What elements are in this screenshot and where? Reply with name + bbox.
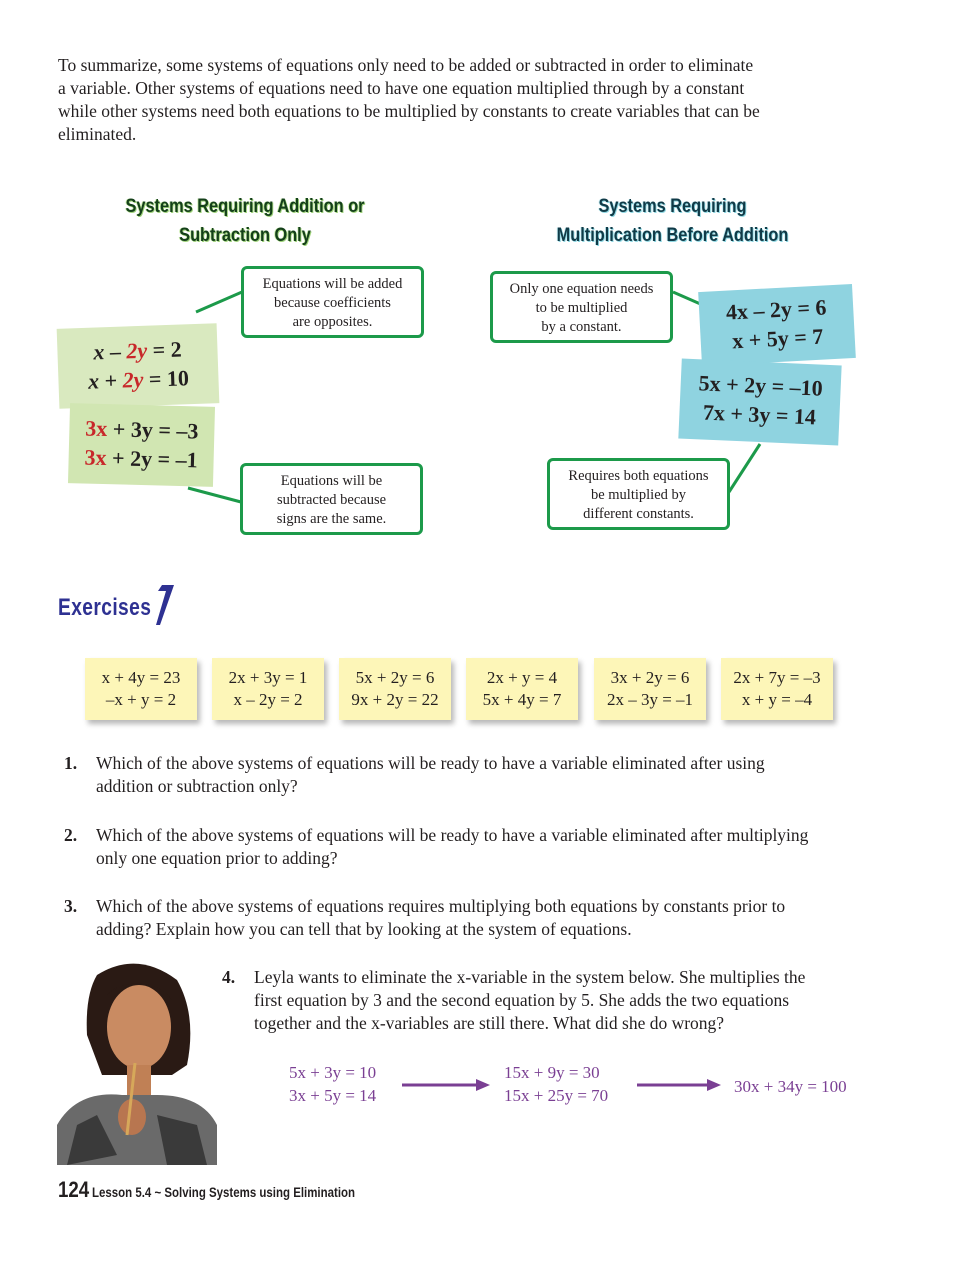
note-line: Only one equation needs (509, 281, 654, 297)
right-heading-line: Systems Requiring (598, 196, 747, 217)
equation: 5x + 2y = 6 (355, 668, 435, 687)
term: + 3y = –3 (107, 416, 199, 444)
equation: x + 4y = 23 (101, 668, 181, 687)
question-number: 2. (64, 825, 78, 845)
question-4 (222, 966, 872, 1035)
both-multiplied-system-card (678, 359, 841, 446)
equation: x – 2y = 2 (233, 690, 303, 709)
intro-line: a variable. Other systems of equations need to have one equation multiplied through by a constant (58, 78, 745, 98)
exercise-system-card (466, 658, 578, 720)
page-number: 124 (58, 1177, 90, 1202)
equation: 7x + 3y = 14 (702, 399, 817, 430)
equation: 15x + 25y = 70 (504, 1086, 609, 1105)
equation: x + 5y = 7 (731, 323, 824, 354)
equation: 2x + 3y = 1 (228, 668, 308, 687)
exercise-system-card (212, 658, 324, 720)
note-line: are opposites. (292, 314, 373, 330)
question-number: 3. (64, 896, 78, 916)
term: x (87, 368, 100, 394)
equation: 3x + 2y = 6 (610, 668, 690, 687)
note-line: Equations will be (280, 473, 383, 489)
term: – (103, 338, 127, 365)
exercise-system-card (721, 658, 833, 720)
question-line: together and the x-variables are still there. What did she do wrong? (254, 1013, 725, 1033)
question-number: 4. (222, 967, 236, 987)
equation: –x + y = 2 (105, 690, 177, 709)
result-equation: 30x + 34y = 100 (734, 1077, 847, 1096)
question-line: adding? Explain how you can tell that by looking at the system of equations. (96, 919, 632, 939)
left-heading-line: Systems Requiring Addition or (125, 196, 365, 217)
equation: 2x + y = 4 (486, 668, 558, 687)
connector-line (729, 444, 760, 492)
intro-line: eliminated. (58, 124, 137, 144)
exercise-system-card (339, 658, 451, 720)
equation: 2x – 3y = –1 (606, 690, 694, 709)
equation: 15x + 9y = 30 (504, 1063, 600, 1082)
question-number: 1. (64, 753, 78, 773)
note-line: Requires both equations (568, 468, 709, 484)
exercises-accent-icon (152, 585, 174, 625)
question-line: Leyla wants to eliminate the x-variable in the system below. She multiplies the (254, 967, 806, 987)
highlighted-term: 3x (84, 444, 107, 471)
equation: 4x – 2y = 6 (725, 294, 828, 325)
term: x (92, 339, 105, 365)
question-line: Which of the above systems of equations will be ready to have a variable eliminated after using (96, 753, 765, 773)
note-one-multiplied (490, 271, 673, 343)
equation: 5x + 3y = 10 (289, 1063, 377, 1082)
arrow-icon (637, 1077, 723, 1093)
question-3 (64, 895, 874, 941)
highlighted-term: 3x (85, 415, 108, 442)
exercises-title: Exercises (58, 594, 152, 621)
connector-line (188, 488, 241, 502)
exercise-system-card (85, 658, 197, 720)
intro-line: To summarize, some systems of equations only need to be added or subtracted in order to eliminate (58, 55, 754, 75)
connector-line (196, 292, 242, 312)
note-added (241, 266, 424, 338)
equation: 3x + 5y = 14 (289, 1086, 377, 1105)
highlighted-term: 2y (122, 366, 144, 393)
subtraction-system-card (68, 403, 215, 487)
addition-system-card (57, 323, 220, 409)
question-line: only one equation prior to adding? (96, 848, 338, 868)
term: = 2 (146, 336, 183, 363)
term: + (98, 367, 124, 394)
exercise-system-card (594, 658, 706, 720)
right-heading-line: Multiplication Before Addition (556, 225, 789, 246)
note-line: by a constant. (541, 319, 622, 335)
original-system (289, 1061, 376, 1107)
note-line: be multiplied by (590, 487, 687, 503)
note-both-multiplied (547, 458, 730, 530)
equation (69, 413, 215, 446)
note-line: different constants. (583, 506, 694, 522)
note-subtracted (240, 463, 423, 535)
multiplied-system (504, 1061, 608, 1107)
note-line: Equations will be added (262, 276, 403, 292)
equation: 9x + 2y = 22 (351, 690, 439, 709)
question-line: Which of the above systems of equations will be ready to have a variable eliminated after multiplying (96, 825, 809, 845)
question-2 (64, 824, 874, 870)
note-line: to be multiplied (535, 300, 628, 316)
lesson-title: Lesson 5.4 ~ Solving Systems using Elimination (92, 1185, 356, 1200)
question-line: addition or subtraction only? (96, 776, 298, 796)
one-multiplied-system-card (698, 284, 856, 366)
equation: 5x + 2y = –10 (698, 370, 824, 401)
intro-line: while other systems need both equations to be multiplied by constants to create variables that can be (58, 101, 760, 121)
question-line: Which of the above systems of equations requires multiplying both equations by constants prior to (96, 896, 786, 916)
note-line: signs are the same. (276, 511, 387, 527)
equation (58, 362, 219, 397)
note-line: because coefficients (274, 295, 391, 311)
equation (68, 442, 214, 475)
note-line: subtracted because (276, 492, 387, 508)
equation: x + y = –4 (741, 690, 813, 709)
question-1 (64, 752, 874, 798)
term: + 2y = –1 (106, 445, 198, 473)
arrow-icon (402, 1077, 492, 1093)
highlighted-term: 2y (125, 337, 148, 364)
left-heading-line: Subtraction Only (179, 225, 311, 246)
student-photo (57, 955, 217, 1165)
term: = 10 (142, 365, 190, 392)
question-line: first equation by 3 and the second equation by 5. She adds the two equations (254, 990, 790, 1010)
equation: 5x + 4y = 7 (482, 690, 562, 709)
equation: 2x + 7y = –3 (733, 668, 821, 687)
